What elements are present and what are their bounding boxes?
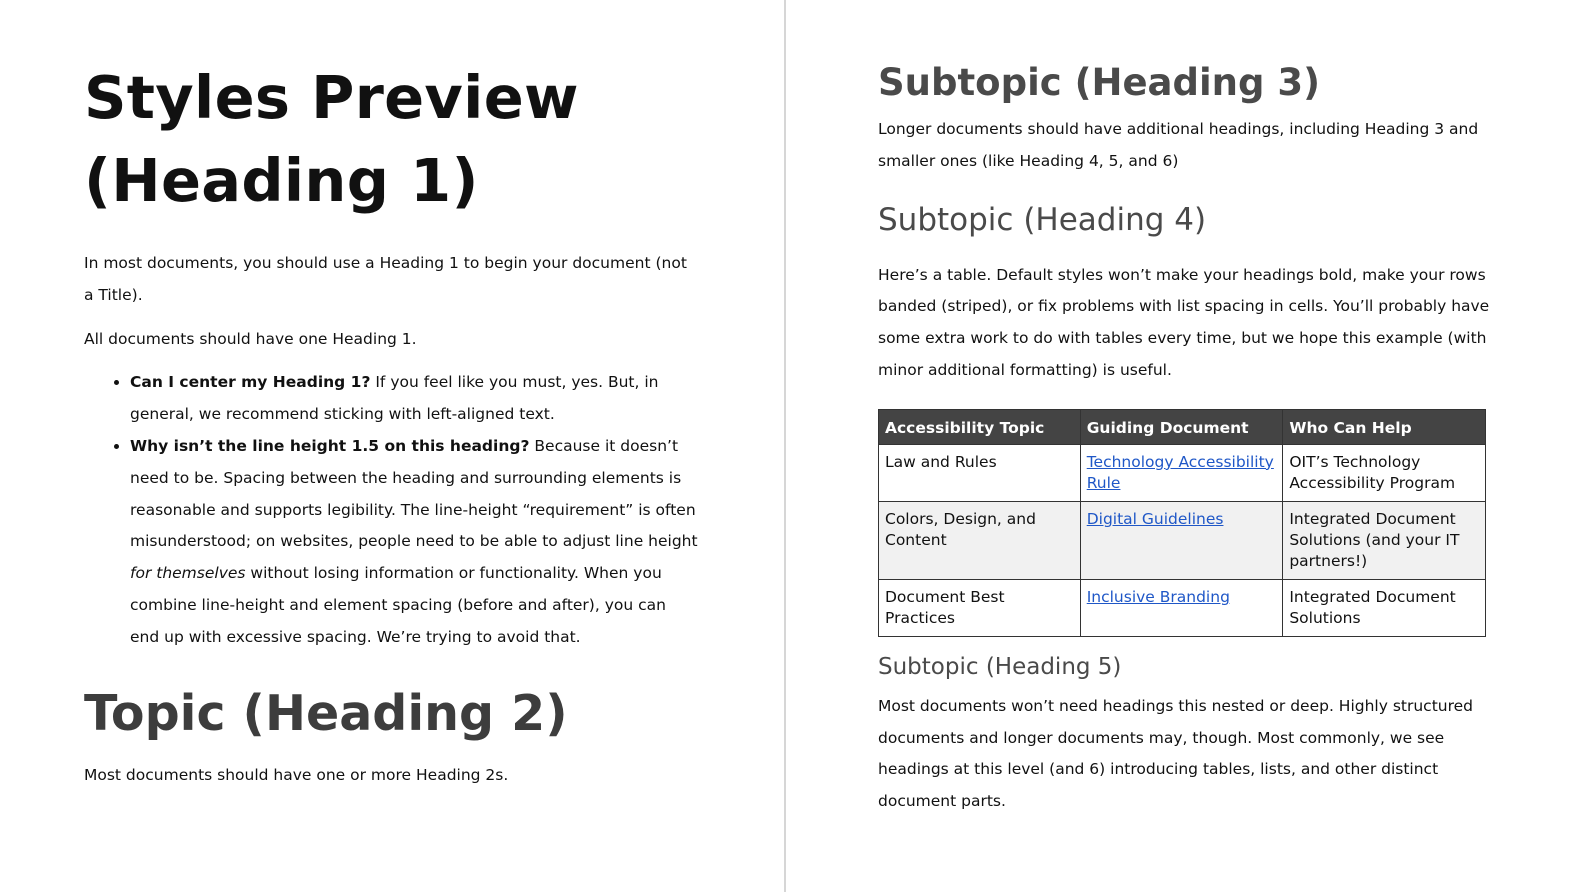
table-cell [1080,501,1283,579]
table-row [879,579,1486,636]
table-row [879,444,1486,501]
table-cell: Colors, Design, and Content [879,501,1081,579]
table-header-cell: Accessibility Topic [879,409,1081,444]
bullet-answer: Because it doesn’t need to be. Spacing between the heading and surrounding elements is reasonable and supports legibility. The line-height “requirement” is often misunderstood; on websites, people need to be able to adjust line height [130,436,698,551]
bullet-answer-continued: without losing information or functionality. When you combine line-height and element spacing (before and after), you can end up with excessive spacing. We’re trying to avoid that. [130,564,666,646]
table-header-cell: Guiding Document [1080,409,1283,444]
list-item [130,367,698,431]
all-docs-paragraph: All documents should have one Heading 1. [84,329,417,348]
technology-accessibility-rule-link[interactable]: Technology Accessibility Rule [1086,452,1274,492]
bullet-question: Can I center my Heading 1? [130,373,371,392]
heading-2: Topic (Heading 2) [84,684,568,742]
table-cell: Integrated Document Solutions [1283,579,1486,636]
table-cell: Integrated Document Solutions (and your IT partners!) [1283,501,1486,579]
right-page [786,0,1570,892]
list-item [130,431,698,654]
bullet-list [84,367,698,653]
heading-3-paragraph: Longer documents should have additional headings, including Heading 3 and smaller ones (like Heading 4, 5, and 6) [878,120,1479,170]
heading-5-paragraph: Most documents won’t need headings this nested or deep. Highly structured documents and longer documents may, though. Most commonly, we see headings at this level (and 6) introducing tables, lists, and other distinct document parts. [878,696,1474,811]
heading-4: Subtopic (Heading 4) [878,201,1207,238]
intro-paragraph: In most documents, you should use a Heading 1 to begin your document (not a Title). [84,254,687,304]
table-row [879,501,1486,579]
inclusive-branding-link[interactable]: Inclusive Branding [1086,587,1230,606]
heading-4-paragraph: Here’s a table. Default styles won’t make your headings bold, make your rows banded (striped), or fix problems with list spacing in cells. You’ll probably have some extra work to do with tables every time, but we hope this example (with minor additional formatting) is useful. [878,265,1490,379]
bullet-question: Why isn’t the line height 1.5 on this heading? [130,436,530,455]
heading-1: Styles Preview (Heading 1) [84,63,579,215]
table-cell: Law and Rules [879,444,1081,501]
digital-guidelines-link[interactable]: Digital Guidelines [1086,509,1224,528]
bullet-emphasis: for themselves [130,564,246,583]
left-page [0,0,784,892]
bullet-answer: If you feel like you must, yes. But, in general, we recommend sticking with left-aligned text. [130,373,659,424]
table-header-row [879,409,1486,444]
heading-2-paragraph: Most documents should have one or more Heading 2s. [84,765,509,784]
accessibility-table [878,409,1486,637]
table-cell: Document Best Practices [879,579,1081,636]
table-cell [1080,444,1283,501]
table-cell: OIT’s Technology Accessibility Program [1283,444,1486,501]
table-header-cell: Who Can Help [1283,409,1486,444]
table-cell [1080,579,1283,636]
heading-3: Subtopic (Heading 3) [878,61,1321,104]
heading-5: Subtopic (Heading 5) [878,653,1122,680]
